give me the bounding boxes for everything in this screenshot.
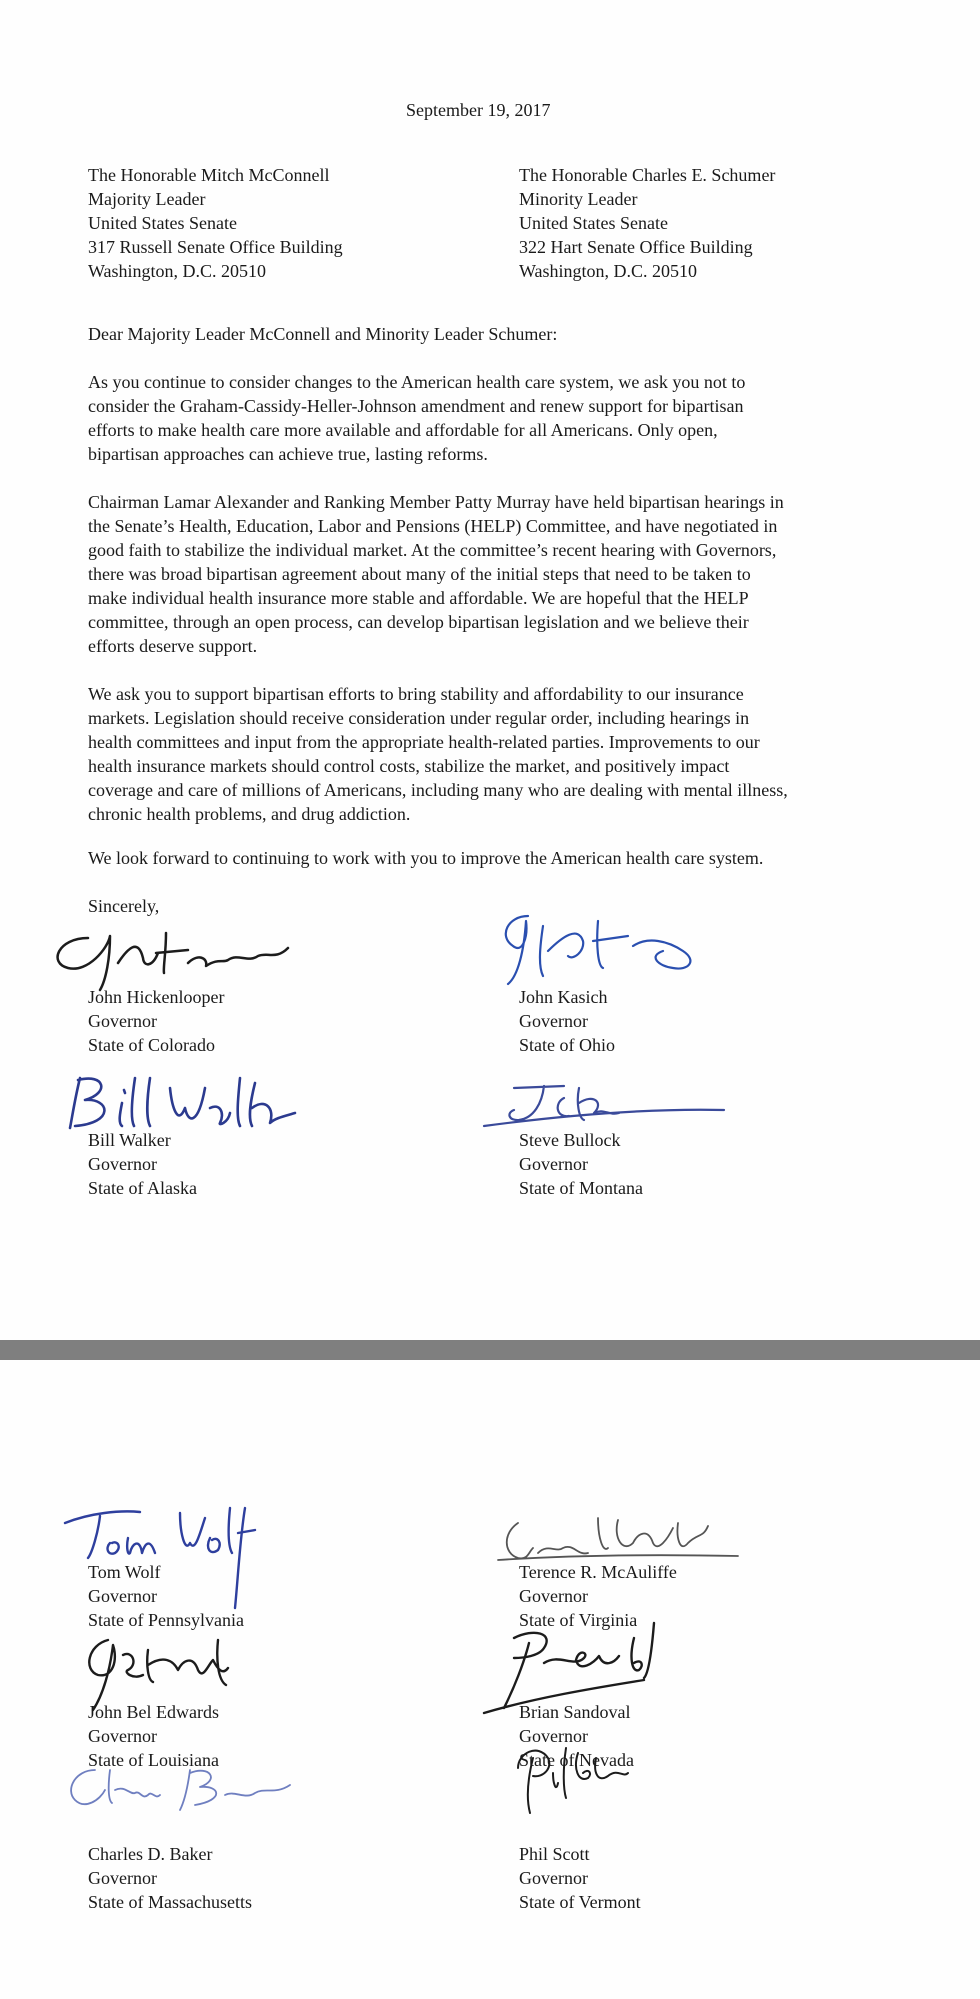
signatory-name: John Hickenlooper xyxy=(88,987,225,1007)
signatory-scott xyxy=(519,1842,641,1914)
signatory-title: Governor xyxy=(88,1726,157,1746)
signatory-mcauliffe xyxy=(519,1560,677,1632)
signatory-walker xyxy=(88,1128,197,1200)
paragraph-line: We ask you to support bipartisan efforts to bring stability and affordability to our insurance xyxy=(88,684,744,704)
letter-date: September 19, 2017 xyxy=(406,100,551,120)
signatory-name: Phil Scott xyxy=(519,1844,590,1864)
salutation: Dear Majority Leader McConnell and Minority Leader Schumer: xyxy=(88,324,558,344)
paragraph-line: chronic health problems, and drug addiction. xyxy=(88,804,411,824)
paragraph-line: health committees and input from the appropriate health-related parties. Improvements to our xyxy=(88,732,760,752)
signatory-edwards xyxy=(88,1700,219,1772)
signatory-state: State of Ohio xyxy=(519,1035,615,1055)
address-line: Washington, D.C. 20510 xyxy=(88,261,267,281)
closing: Sincerely, xyxy=(88,896,160,916)
signatory-name: Tom Wolf xyxy=(88,1562,161,1582)
signatory-state: State of Montana xyxy=(519,1178,643,1198)
paragraph-line: markets. Legislation should receive consideration under regular order, including hearings in xyxy=(88,708,750,728)
signatory-title: Governor xyxy=(88,1011,157,1031)
signatory-title: Governor xyxy=(519,1586,588,1606)
signatory-title: Governor xyxy=(519,1154,588,1174)
paragraph-line: committee, through an open process, can develop bipartisan legislation and we believe their xyxy=(88,612,749,632)
paragraph-line: there was broad bipartisan agreement about many of the initial steps that need to be taken to xyxy=(88,564,751,584)
signatory-state: State of Alaska xyxy=(88,1178,197,1198)
signatory-title: Governor xyxy=(88,1868,157,1888)
body-paragraph-3 xyxy=(88,682,888,826)
paragraph-line: Chairman Lamar Alexander and Ranking Member Patty Murray have held bipartisan hearings in xyxy=(88,492,784,512)
paragraph-line: efforts to make health care more available and affordable for all Americans. Only open, xyxy=(88,420,718,440)
signatory-title: Governor xyxy=(519,1011,588,1031)
signatory-title: Governor xyxy=(88,1586,157,1606)
signatory-title: Governor xyxy=(88,1154,157,1174)
paragraph-line: health insurance markets should control costs, stabilize the market, and positively impact xyxy=(88,756,730,776)
address-line: The Honorable Charles E. Schumer xyxy=(519,165,776,185)
signatory-name: John Bel Edwards xyxy=(88,1702,219,1722)
signatory-hickenlooper xyxy=(88,985,224,1057)
letter-page-2 xyxy=(0,1360,980,1999)
signatory-name: Steve Bullock xyxy=(519,1130,621,1150)
paragraph-line: coverage and care of millions of Americans, including many who are dealing with mental illness, xyxy=(88,780,788,800)
address-line: Majority Leader xyxy=(88,189,206,209)
signatory-name: Bill Walker xyxy=(88,1130,171,1150)
signatory-name: Charles D. Baker xyxy=(88,1844,213,1864)
address-line: 317 Russell Senate Office Building xyxy=(88,237,343,257)
address-line: Washington, D.C. 20510 xyxy=(519,261,698,281)
signatory-state: State of Virginia xyxy=(519,1610,638,1630)
signatory-name: John Kasich xyxy=(519,987,608,1007)
paragraph-line: the Senate’s Health, Education, Labor and Pensions (HELP) Committee, and have negotiated in xyxy=(88,516,778,536)
signatory-state: State of Massachusetts xyxy=(88,1892,252,1912)
signatory-bullock xyxy=(519,1128,643,1200)
recipient-address-schumer xyxy=(519,163,775,283)
signatory-name: Brian Sandoval xyxy=(519,1702,631,1722)
page-divider xyxy=(0,1340,980,1360)
signatory-state: State of Vermont xyxy=(519,1892,641,1912)
signatory-state: State of Louisiana xyxy=(88,1750,219,1770)
signatory-title: Governor xyxy=(519,1868,588,1888)
signatory-kasich xyxy=(519,985,615,1057)
signatory-sandoval xyxy=(519,1700,634,1772)
paragraph-line: bipartisan approaches can achieve true, lasting reforms. xyxy=(88,444,488,464)
paragraph-line: We look forward to continuing to work with you to improve the American health care system. xyxy=(88,848,764,868)
body-paragraph-4 xyxy=(88,846,888,870)
address-line: 322 Hart Senate Office Building xyxy=(519,237,753,257)
paragraph-line: As you continue to consider changes to the American health care system, we ask you not to xyxy=(88,372,746,392)
address-line: United States Senate xyxy=(88,213,237,233)
paragraph-line: make individual health insurance more stable and affordable. We are hopeful that the HELP xyxy=(88,588,749,608)
address-line: Minority Leader xyxy=(519,189,638,209)
signatory-wolf xyxy=(88,1560,244,1632)
recipient-address-mcconnell xyxy=(88,163,343,283)
signatory-state: State of Pennsylvania xyxy=(88,1610,244,1630)
signatory-title: Governor xyxy=(519,1726,588,1746)
body-paragraph-1 xyxy=(88,370,888,466)
signatory-state: State of Colorado xyxy=(88,1035,215,1055)
paragraph-line: consider the Graham-Cassidy-Heller-Johnson amendment and renew support for bipartisan xyxy=(88,396,744,416)
paragraph-line: good faith to stabilize the individual market. At the committee’s recent hearing with Governors, xyxy=(88,540,777,560)
address-line: The Honorable Mitch McConnell xyxy=(88,165,330,185)
paragraph-line: efforts deserve support. xyxy=(88,636,258,656)
signatory-name: Terence R. McAuliffe xyxy=(519,1562,677,1582)
signatory-baker xyxy=(88,1842,252,1914)
signature-kasich xyxy=(488,906,708,996)
address-line: United States Senate xyxy=(519,213,668,233)
body-paragraph-2 xyxy=(88,490,888,658)
signatory-state: State of Nevada xyxy=(519,1750,634,1770)
